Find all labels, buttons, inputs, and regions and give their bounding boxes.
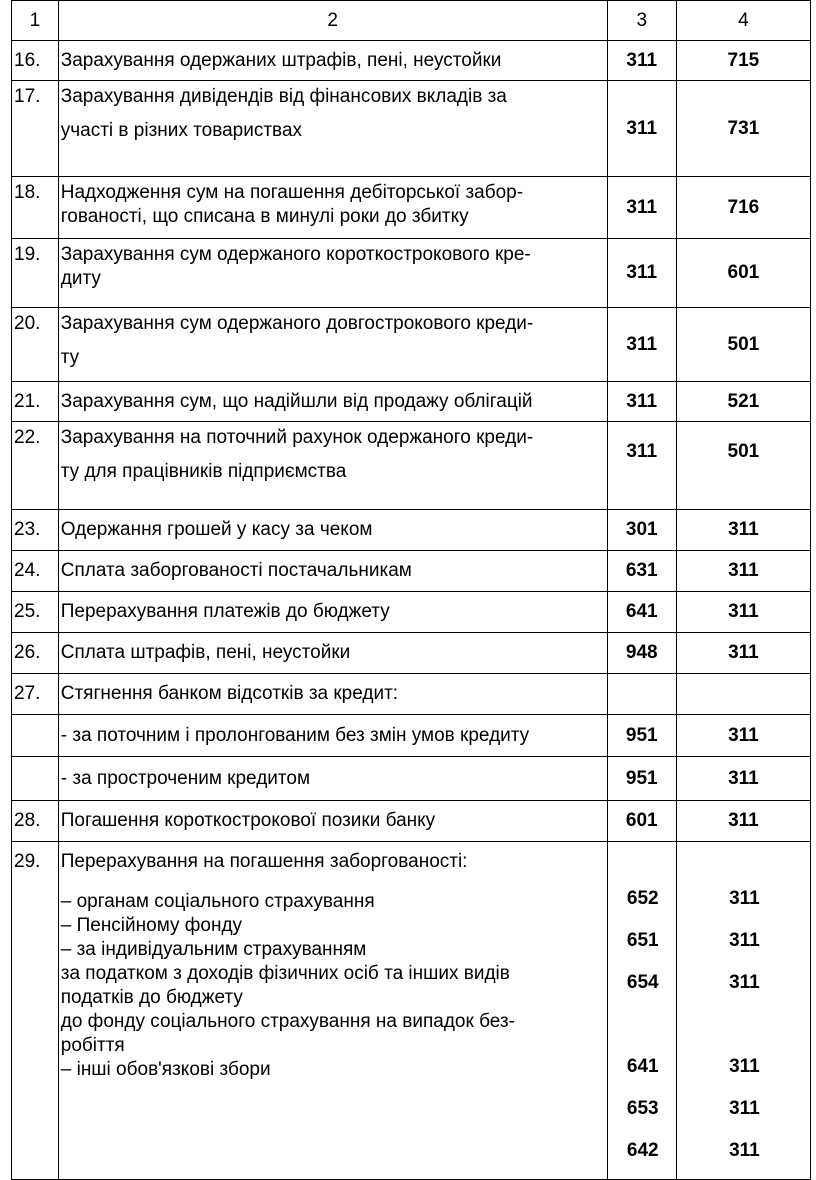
table-row [12, 41, 811, 81]
credit-account: 501 [676, 422, 810, 510]
credit-account: 311 [729, 1098, 760, 1119]
credit-account: 311 [729, 1140, 760, 1161]
description-line: Зарахування сум одержаного довгострокового креди- [60, 313, 534, 334]
row-description [58, 177, 607, 239]
credit-account: 311 [729, 888, 760, 909]
row-description: Одержання грошей у касу за чеком [58, 510, 607, 551]
description-line: участі в різних товариствах [60, 120, 303, 141]
credit-accounts [676, 842, 810, 1180]
row-description: Сплата штрафів, пені, неустойки [58, 633, 607, 674]
row-description [58, 842, 607, 1180]
description-line: Надходження сум на погашення дебіторської забор- [60, 182, 524, 203]
row-description: Стягнення банком відсотків за кредит: [58, 674, 607, 715]
credit-account: 311 [676, 633, 810, 674]
row-number: 17. [12, 81, 59, 177]
debit-account: 311 [607, 177, 676, 239]
table-row [12, 715, 811, 757]
row-number: 25. [12, 592, 59, 633]
debit-account: 653 [626, 1098, 659, 1119]
description-line: робіття [60, 1035, 125, 1056]
debit-account: 631 [607, 551, 676, 592]
row-number: 21. [12, 382, 59, 422]
table-row [12, 674, 811, 715]
description-line: Зарахування сум одержаного короткострокового кре- [60, 244, 531, 265]
debit-account: 311 [607, 41, 676, 81]
description-title: Перерахування на погашення заборгованості: [60, 851, 468, 872]
credit-account [676, 674, 810, 715]
description-line: – Пенсійному фонду [60, 915, 243, 936]
debit-accounts [607, 842, 676, 1180]
credit-account: 601 [676, 239, 810, 308]
description-line: – органам соціального страхування [60, 891, 375, 912]
table-row [12, 842, 811, 1180]
row-number: 23. [12, 510, 59, 551]
debit-account: 311 [607, 308, 676, 382]
debit-account: 641 [607, 592, 676, 633]
credit-account: 311 [676, 715, 810, 757]
table-row [12, 592, 811, 633]
table-row [12, 422, 811, 510]
credit-account: 731 [676, 81, 810, 177]
header-row [12, 1, 811, 41]
credit-account: 716 [676, 177, 810, 239]
description-line: до фонду соціального страхування на випадок без- [60, 1011, 515, 1032]
table-row [12, 757, 811, 801]
credit-account: 311 [676, 757, 810, 801]
description-line: ту [60, 347, 80, 368]
description-line: – інші обов'язкові збори [60, 1059, 271, 1080]
credit-account: 311 [676, 510, 810, 551]
debit-account: 301 [607, 510, 676, 551]
row-description: Зарахування одержаних штрафів, пені, неустойки [58, 41, 607, 81]
accounting-entries-table [11, 0, 811, 1180]
row-number: 29. [12, 842, 59, 1180]
debit-account: 311 [607, 422, 676, 510]
row-description: Сплата заборгованості постачальникам [58, 551, 607, 592]
credit-account: 311 [729, 930, 760, 951]
row-description: - за простроченим кредитом [58, 757, 607, 801]
credit-account: 311 [676, 801, 810, 842]
debit-account: 311 [607, 382, 676, 422]
table-row [12, 177, 811, 239]
description-line: ту для працівників підприємства [60, 461, 347, 482]
row-description: - за поточним і пролонгованим без змін умов кредиту [58, 715, 607, 757]
debit-account: 651 [626, 930, 659, 951]
table-row [12, 308, 811, 382]
debit-account: 641 [626, 1056, 659, 1077]
description-line: податків до бюджету [60, 987, 243, 1008]
debit-account: 652 [626, 888, 659, 909]
credit-account: 311 [729, 1056, 760, 1077]
table-row [12, 382, 811, 422]
row-number: 18. [12, 177, 59, 239]
debit-account: 951 [607, 715, 676, 757]
credit-account: 501 [676, 308, 810, 382]
table-row [12, 81, 811, 177]
row-number: 26. [12, 633, 59, 674]
description-line: Зарахування на поточний рахунок одержаного креди- [60, 427, 534, 448]
description-line: диту [60, 268, 101, 289]
row-number: 24. [12, 551, 59, 592]
row-number: 20. [12, 308, 59, 382]
credit-account: 715 [676, 41, 810, 81]
row-description: Перерахування платежів до бюджету [58, 592, 607, 633]
credit-account: 311 [676, 592, 810, 633]
debit-account: 311 [607, 239, 676, 308]
table-row [12, 510, 811, 551]
row-number: 16. [12, 41, 59, 81]
row-number [12, 757, 59, 801]
table-row [12, 551, 811, 592]
debit-account: 601 [607, 801, 676, 842]
debit-account: 948 [607, 633, 676, 674]
credit-account: 521 [676, 382, 810, 422]
table-row [12, 801, 811, 842]
table-row [12, 633, 811, 674]
description-line: за податком з доходів фізичних осіб та інших видів [60, 963, 510, 984]
row-number: 27. [12, 674, 59, 715]
header-col-3: 3 [607, 1, 676, 41]
header-col-4: 4 [676, 1, 810, 41]
row-number: 22. [12, 422, 59, 510]
debit-account: 642 [626, 1140, 659, 1161]
header-col-2: 2 [58, 1, 607, 41]
row-description [58, 422, 607, 510]
debit-account: 311 [607, 81, 676, 177]
row-number: 28. [12, 801, 59, 842]
row-description [58, 239, 607, 308]
row-description [58, 81, 607, 177]
debit-account [607, 674, 676, 715]
credit-account: 311 [729, 972, 760, 993]
credit-account: 311 [676, 551, 810, 592]
row-description [58, 308, 607, 382]
debit-account: 951 [607, 757, 676, 801]
debit-account: 654 [626, 972, 659, 993]
description-line: гованості, що списана в минулі роки до збитку [60, 206, 469, 227]
row-number [12, 715, 59, 757]
header-col-1: 1 [12, 1, 59, 41]
description-line: Зарахування дивідендів від фінансових вкладів за [60, 86, 507, 107]
row-number: 19. [12, 239, 59, 308]
description-line: – за індивідуальним страхуванням [60, 939, 367, 960]
row-description: Погашення короткострокової позики банку [58, 801, 607, 842]
row-description: Зарахування сум, що надійшли від продажу облігацій [58, 382, 607, 422]
table-row [12, 239, 811, 308]
